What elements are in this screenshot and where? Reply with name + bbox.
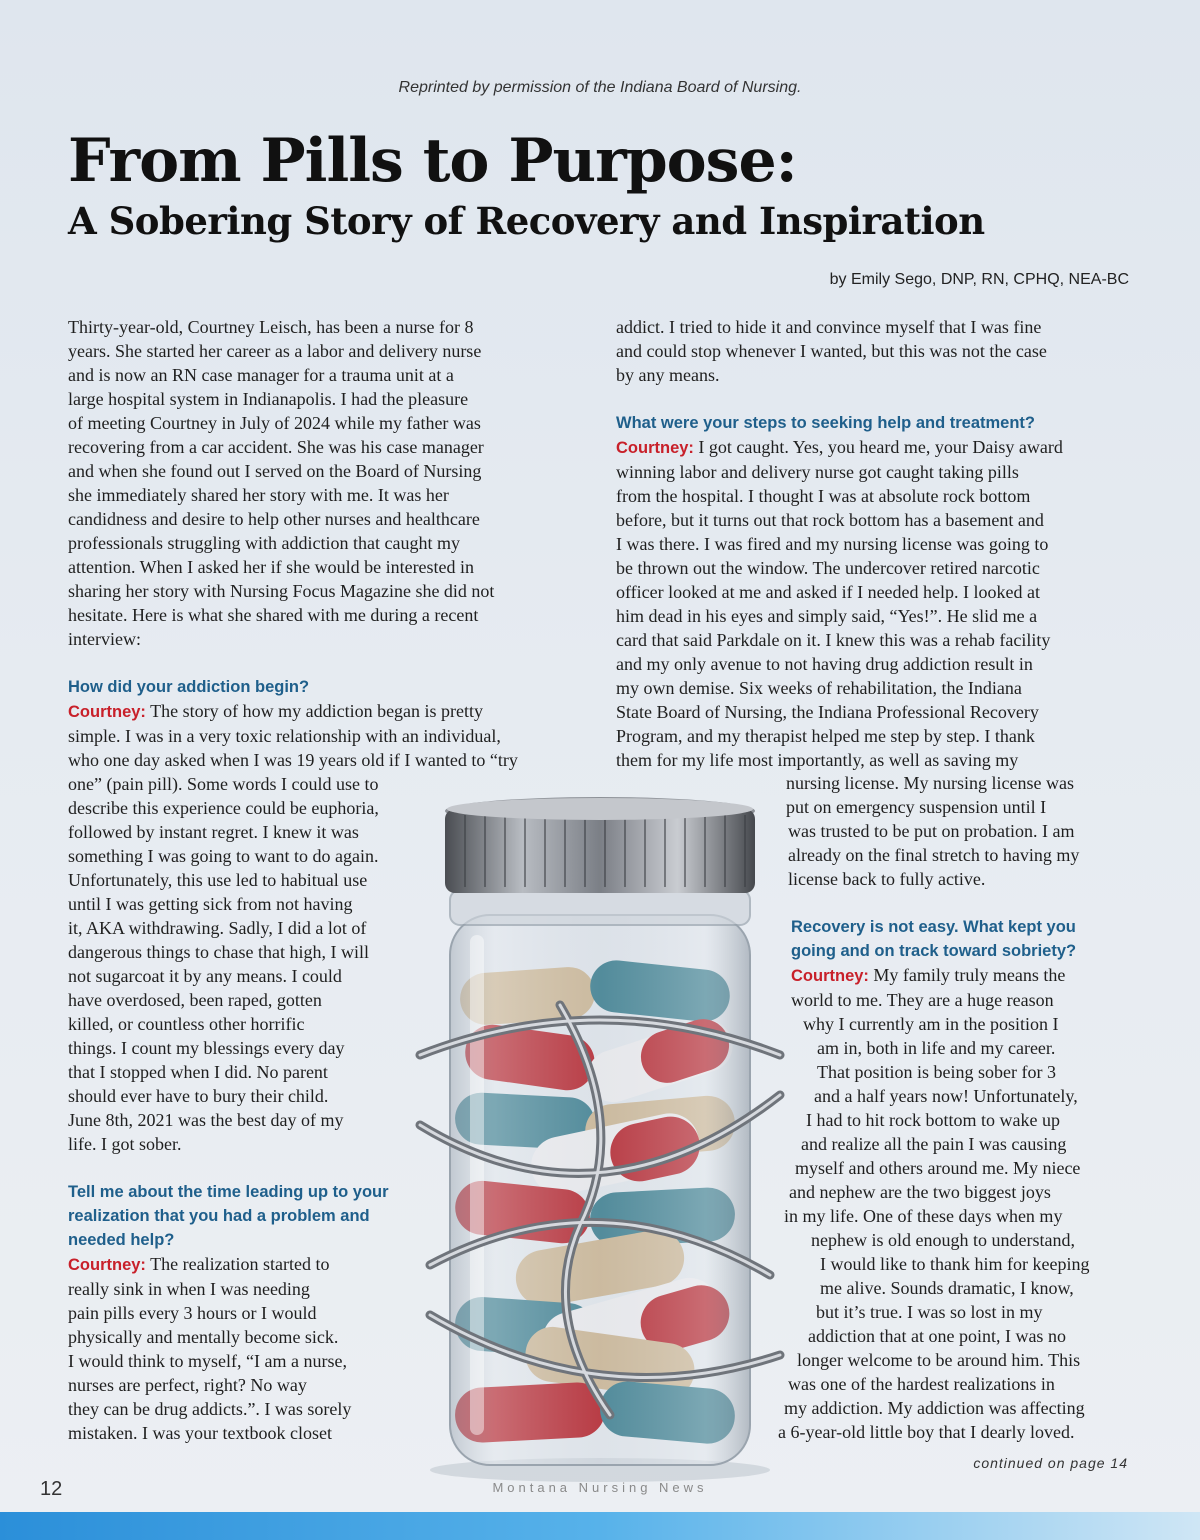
question-heading: What were your steps to seeking help and treatment? [616, 414, 1036, 432]
footer-bar [0, 1512, 1200, 1540]
right-column-wrap: nursing license. My nursing license was put on emergency suspension until I was trusted to be put on probation. I am already on the final stretch to having my license back to fully active. Recovery is not easy. What kept you going and on track toward sobriety? Courtney: My family truly means the world to me. They are a huge reason why I currently am in the position I am in, both in life and my career. That position is being sober for 3 and a half years now! Unfortunately, I had to hit rock bottom to wake up and realize all the pain I was causing myself and others around me. My niece and nephew are the two biggest joys in my life. One of these days when my nephew is old enough to understand, I would like to thank him for keeping me alive. Sounds dramatic, I know, but it’s true. I was so lost in my addiction that at one point, I was no longer welcome to be around him. This was one of the hardest realizations in my addiction. My addiction was affecting a 6-year-old little boy that I dearly loved. [778, 773, 1090, 1442]
speaker-label: Courtney: [68, 1256, 146, 1274]
answer-paragraph: Courtney: The realization started to really sink in when I was needing pain pills every 3 hours or I would physically and mentally become sick. I would think to myself, “I am a nurse, nurses are perfect, right? No way they can be drug addicts.”. I was sorely mistaken. I was your textbook closet [68, 1254, 352, 1443]
page-number: 12 [40, 1478, 63, 1500]
article-subtitle: A Sobering Story of Recovery and Inspiration [68, 199, 985, 243]
continued-paragraph: addict. I tried to hide it and convince myself that I was fine and could stop whenever I wanted, but this was not the case by any means. [616, 317, 1047, 385]
article-title: From Pills to Purpose: [68, 126, 797, 196]
question-heading: How did your addiction begin? [68, 678, 310, 696]
question-heading: Recovery is not easy. What kept you going and on track toward sobriety? [791, 918, 1077, 960]
speaker-label: Courtney: [791, 967, 869, 985]
answer-paragraph: Courtney: My family truly means the world to me. They are a huge reason why I currently am in the position I am in, both in life and my career. That position is being sober for 3 and a half years now! Unfortunately, I had to hit rock bottom to wake up and realize all the pain I was causing myself and others around me. My niece and nephew are the two biggest joys in my life. One of these days when my nephew is old enough to understand, I would like to thank him for keeping me alive. Sounds dramatic, I know, but it’s true. I was so lost in my addiction that at one point, I was no longer welcome to be around him. This was one of the hardest realizations in my addiction. My addiction was affecting a 6-year-old little boy that I dearly loved. [778, 965, 1090, 1442]
answer-paragraph: Courtney: I got caught. Yes, you heard me, your Daisy award winning labor and delivery nurse got caught taking pills from the hospital. I thought I was at absolute rock bottom before, but it turns out that rock bottom has a basement and I was there. I was fired and my nursing license was going to be thrown out the window. The undercover retired narcotic officer looked at me and asked if I needed help. I looked at him dead in his eyes and simply said, “Yes!”. He slid me a card that said Parkdale on it. I knew this was a rehab facility and my only avenue to not having drug addiction result in my own demise. Six weeks of rehabilitation, the Indiana State Board of Nursing, the Indiana Professional Recovery Program, and my therapist helped me step by step. I thank them for my life most importantly, as well as saving my [616, 437, 1063, 770]
right-column [616, 315, 1063, 772]
answer-paragraph: Courtney: The story of how my addiction began is pretty simple. I was in a very toxic relationship with an individual, who one day asked when I was 19 years old if I wanted to “try one” (pain pill). Some words I could use to describe this experience could be euphoria, followed by instant regret. I knew it was something I was going to want to do again. Unfortunately, this use led to habitual use until I was getting sick from not having it, AKA withdrawing. Sadly, I did a lot of dangerous things to chase that high, I will not sugarcoat it by any means. I could have overdosed, been raped, gotten killed, or countless other horrific things. I count my blessings every day that I stopped when I did. No parent should ever have to bury their child. June 8th, 2021 was the best day of my life. I got sober. [68, 701, 518, 1154]
continued-note: continued on page 14 [973, 1455, 1128, 1471]
speaker-label: Courtney: [616, 439, 694, 457]
speaker-label: Courtney: [68, 703, 146, 721]
intro-paragraph: Thirty-year-old, Courtney Leisch, has been a nurse for 8 years. She started her career as a labor and delivery nurse and is now an RN case manager for a trauma unit at a large hospital system in Indianapolis. I had the pleasure of meeting Courtney in July of 2024 while my father was recovering from a car accident. She was his case manager and when she found out I served on the Board of Nursing she immediately shared her story with me. It was her candidness and desire to help other nurses and healthcare professionals struggling with addiction that caught my attention. When I asked her if she would be interested in sharing her story with Nursing Focus Magazine she did not hesitate. Here is what she shared with me during a recent interview: [68, 317, 495, 649]
reprint-note: Reprinted by permission of the Indiana Board of Nursing. [398, 79, 802, 96]
byline: by Emily Sego, DNP, RN, CPHQ, NEA-BC [829, 271, 1129, 288]
publication-name: Montana Nursing News [492, 1480, 708, 1495]
pill-jar-with-chains-icon [410, 795, 790, 1489]
question-heading: Tell me about the time leading up to your realization that you had a problem and needed help? [68, 1183, 389, 1249]
